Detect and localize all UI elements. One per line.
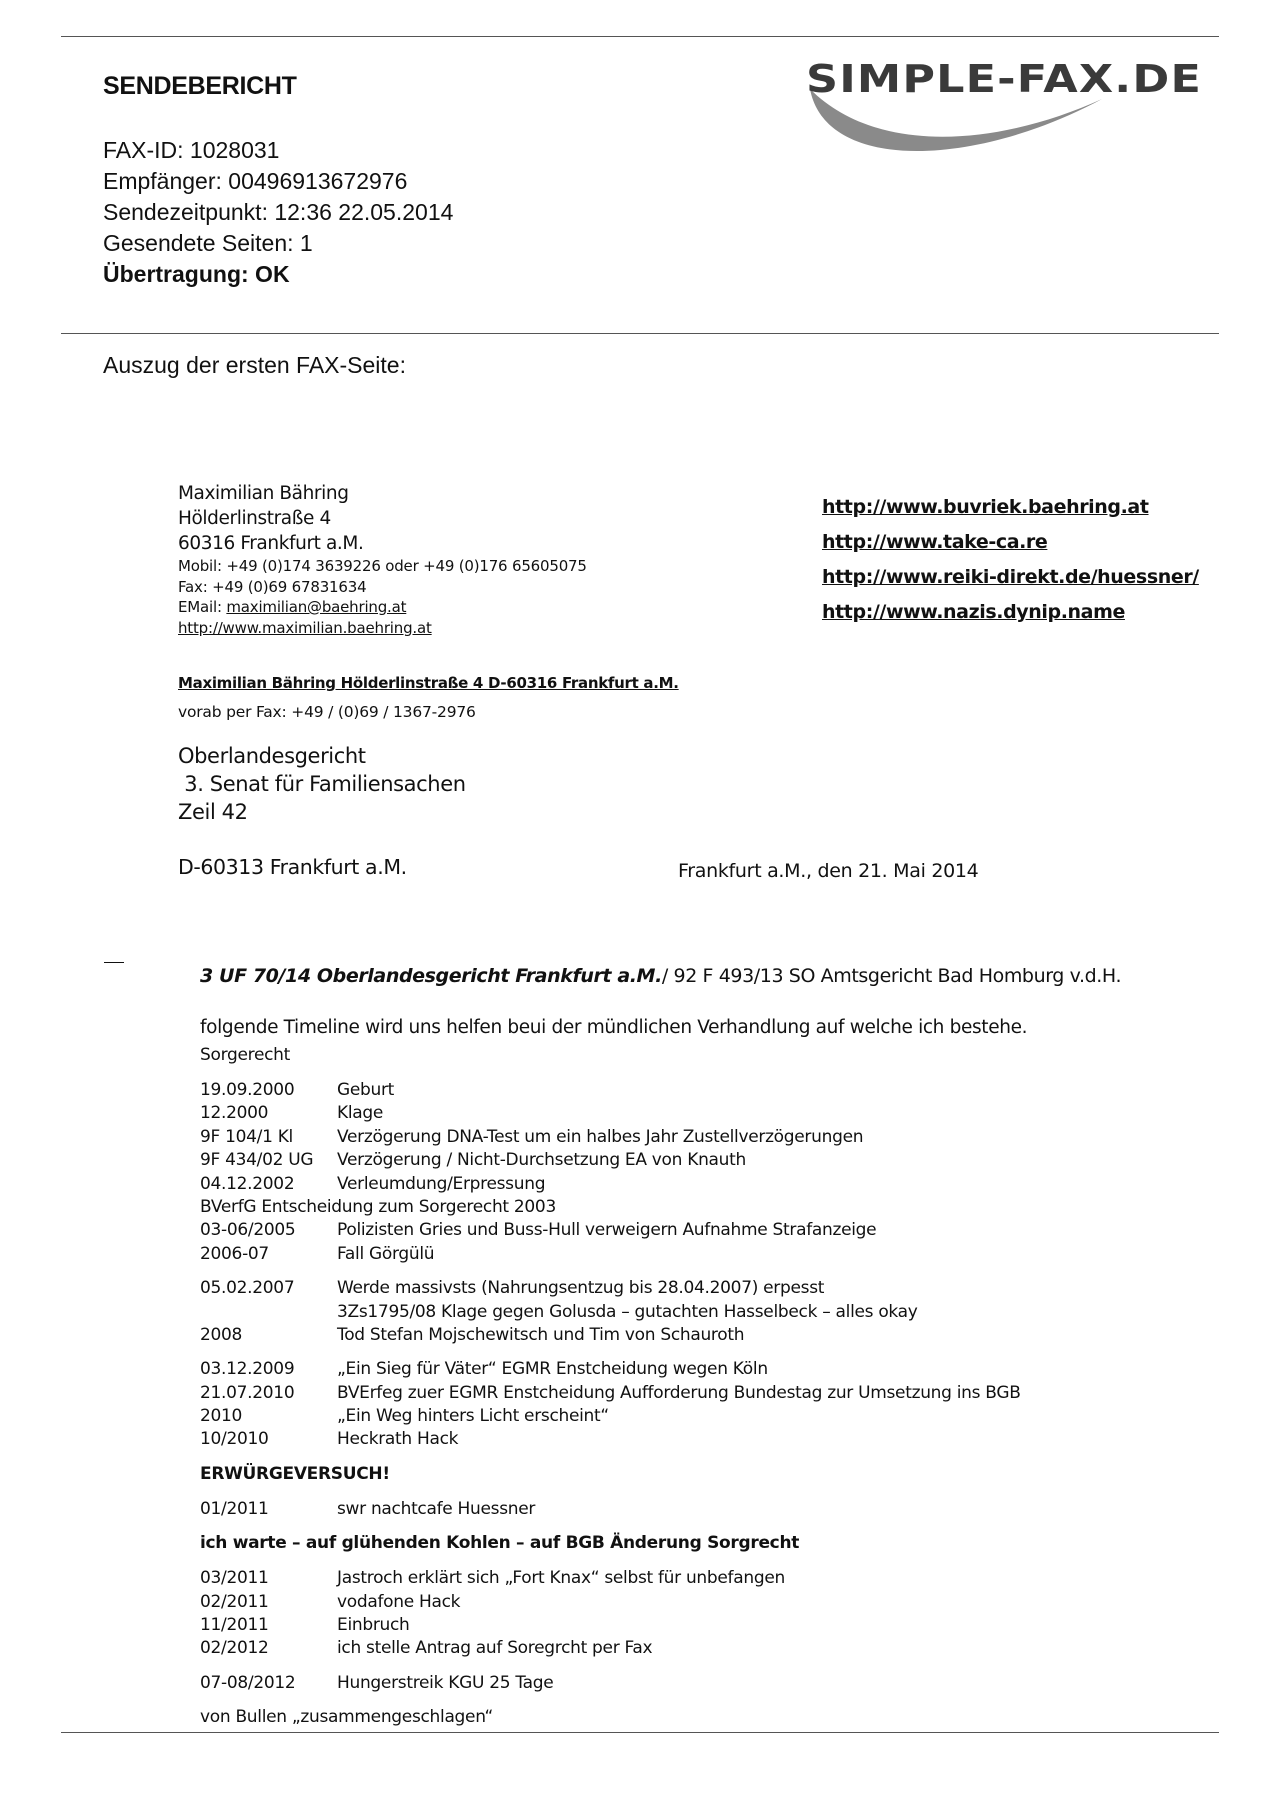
timeline-row	[200, 1079, 1200, 1102]
timeline-event: Verzögerung / Nicht-Durchsetzung EA von Knauth	[337, 1150, 746, 1171]
timeline-row	[200, 1591, 1200, 1614]
timeline-date: 9F 104/1 Kl	[200, 1126, 293, 1147]
timeline-row	[200, 1614, 1200, 1637]
timeline-row	[200, 1405, 1200, 1428]
timeline-row	[200, 1428, 1200, 1451]
link-reiki-direkt[interactable]: http://www.reiki-direkt.de/huessner/	[822, 566, 1199, 588]
recipient-city: D-60313 Frankfurt a.M.	[178, 855, 407, 879]
timeline-row	[200, 1219, 1200, 1242]
vorab-fax-line: vorab per Fax: +49 / (0)69 / 1367-2976	[178, 703, 476, 721]
transmission-status: Übertragung: OK	[103, 261, 290, 287]
timeline-heading: Sorgerecht	[200, 1045, 290, 1065]
timeline-date: 2008	[200, 1324, 243, 1345]
timeline-date: 07-08/2012	[200, 1672, 296, 1693]
timeline-date: 03/2011	[200, 1568, 269, 1589]
recipient-number: Empfänger: 00496913672976	[103, 168, 408, 194]
timeline-row	[200, 1126, 1200, 1149]
timeline-date: 9F 434/02 UG	[200, 1150, 314, 1171]
timeline-event: Verzögerung DNA-Test um ein halbes Jahr Zustellverzögerungen	[337, 1126, 864, 1147]
timeline-event: 3Zs1795/08 Klage gegen Golusda – gutachten Hasselbeck – alles okay	[337, 1301, 918, 1322]
sender-email-link[interactable]: maximilian@baehring.at	[226, 598, 407, 616]
timeline-group	[200, 1567, 1200, 1661]
timeline-event: Geburt	[337, 1080, 395, 1100]
link-buvriek[interactable]: http://www.buvriek.baehring.at	[822, 496, 1149, 518]
timeline-group	[200, 1672, 1200, 1695]
timeline-event: BVErfeg zuer EGMR Enstcheidung Aufforderung Bundestag zur Umsetzung ins BGB	[337, 1382, 1021, 1403]
timeline-event: „Ein Sieg für Väter“ EGMR Enstcheidung wegen Köln	[337, 1359, 768, 1380]
sender-email-label: EMail:	[178, 598, 227, 616]
sender-web-line	[178, 618, 587, 639]
timeline-row	[200, 1358, 1200, 1381]
timeline-row	[200, 1277, 1200, 1300]
pages-sent: Gesendete Seiten: 1	[103, 230, 313, 256]
subject-rest: / 92 F 493/13 SO Amtsgericht Bad Homburg v.d.H.	[661, 965, 1122, 987]
heading-erwuergeversuch: ERWÜRGEVERSUCH!	[200, 1463, 390, 1484]
sender-block	[178, 481, 587, 638]
timeline-date: 02/2012	[200, 1638, 269, 1659]
timeline-date: 21.07.2010	[200, 1382, 295, 1403]
timeline-date: 12.2000	[200, 1103, 269, 1124]
logo-text: SIMPLE-FAX.DE	[806, 57, 1202, 101]
timeline	[200, 1044, 1200, 1741]
timeline-event: Fall Görgülü	[337, 1243, 435, 1264]
timeline-row	[200, 1243, 1200, 1266]
return-address: Maximilian Bähring Hölderlinstraße 4 D-60316 Frankfurt a.M.	[178, 674, 679, 692]
timeline-group	[200, 1079, 1200, 1266]
heading-waiting: ich warte – auf glühenden Kohlen – auf BGB Änderung Sorgrecht	[200, 1533, 800, 1554]
timeline-event: ich stelle Antrag auf Soregrcht per Fax	[337, 1638, 653, 1659]
timeline-row	[200, 1196, 1200, 1219]
sender-city: 60316 Frankfurt a.M.	[178, 533, 364, 554]
timeline-row	[200, 1102, 1200, 1125]
timeline-row	[200, 1173, 1200, 1196]
recipient-line: Zeil 42	[178, 800, 248, 824]
timeline-event: Jastroch erklärt sich „Fort Knax“ selbst für unbefangen	[337, 1568, 785, 1589]
timeline-date: 01/2011	[200, 1498, 269, 1519]
timeline-groups-2011	[200, 1498, 1200, 1521]
timeline-row	[200, 1567, 1200, 1590]
sender-web-link[interactable]: http://www.maximilian.baehring.at	[178, 618, 432, 637]
timeline-date: 2006-07	[200, 1243, 269, 1264]
timeline-date: BVerfG Entscheidung zum Sorgerecht 2003	[200, 1196, 556, 1217]
timeline-event: Einbruch	[337, 1615, 410, 1636]
fax-id: FAX-ID: 1028031	[103, 137, 280, 163]
link-nazis-dynip[interactable]: http://www.nazis.dynip.name	[822, 601, 1125, 623]
intro-sentence: folgende Timeline wird uns helfen beui der mündlichen Verhandlung auf welche ich bestehe.	[200, 1017, 1028, 1038]
timeline-event: Polizisten Gries und Buss-Hull verweigern Aufnahme Strafanzeige	[337, 1220, 877, 1241]
timeline-date: 04.12.2002	[200, 1173, 295, 1194]
subject-line	[200, 965, 1121, 987]
date-line: Frankfurt a.M., den 21. Mai 2014	[678, 860, 979, 882]
timeline-event: Verleumdung/Erpressung	[337, 1173, 546, 1194]
timeline-date	[200, 1301, 337, 1324]
heading-bullen: von Bullen „zusammengeschlagen“	[200, 1707, 493, 1728]
timeline-event: Klage	[337, 1103, 384, 1124]
timeline-group	[200, 1277, 1200, 1347]
timeline-row	[200, 1149, 1200, 1172]
timeline-event: swr nachtcafe Huessner	[337, 1498, 536, 1519]
simple-fax-logo	[806, 55, 1206, 155]
timeline-date: 19.09.2000	[200, 1080, 295, 1100]
link-take-care[interactable]: http://www.take-ca.re	[822, 531, 1048, 553]
sent-time: Sendezeitpunkt: 12:36 22.05.2014	[103, 199, 454, 225]
report-title: SENDEBERICHT	[103, 72, 297, 100]
subject-case-number: 3 UF 70/14 Oberlandesgericht Frankfurt a.M.	[200, 965, 662, 987]
timeline-event: vodafone Hack	[337, 1591, 461, 1612]
timeline-event: Werde massivsts (Nahrungsentzug bis 28.04.2007) erpesst	[337, 1278, 825, 1299]
top-rule	[61, 36, 1219, 37]
report-details	[103, 135, 453, 290]
recipient-line: 3. Senat für Familiensachen	[178, 772, 466, 796]
sender-street: Hölderlinstraße 4	[178, 508, 331, 529]
timeline-row	[200, 1382, 1200, 1405]
timeline-row	[200, 1637, 1200, 1660]
excerpt-label: Auszug der ersten FAX-Seite:	[103, 352, 406, 378]
timeline-groups-sorgerecht	[200, 1079, 1200, 1452]
timeline-groups-2011-2012	[200, 1567, 1200, 1695]
timeline-row	[200, 1498, 1200, 1521]
recipient-address	[178, 742, 466, 826]
timeline-date: 02/2011	[200, 1591, 269, 1612]
timeline-group	[200, 1358, 1200, 1452]
sender-email-line	[178, 597, 587, 618]
timeline-date: 10/2010	[200, 1429, 269, 1450]
timeline-date: 05.02.2007	[200, 1278, 295, 1299]
timeline-row	[200, 1301, 1200, 1324]
timeline-date: 11/2011	[200, 1615, 269, 1636]
timeline-event: Hungerstreik KGU 25 Tage	[337, 1672, 554, 1693]
sender-fax: Fax: +49 (0)69 67831634	[178, 577, 367, 596]
bottom-rule	[61, 1732, 1219, 1813]
sender-mobile: Mobil: +49 (0)174 3639226 oder +49 (0)176 65605075	[178, 557, 587, 575]
link-list	[822, 490, 1199, 630]
recipient-line: Oberlandesgericht	[178, 744, 366, 768]
timeline-event: Heckrath Hack	[337, 1429, 459, 1450]
timeline-row	[200, 1324, 1200, 1347]
timeline-event: „Ein Weg hinters Licht erscheint“	[337, 1406, 609, 1427]
timeline-row	[200, 1672, 1200, 1695]
timeline-group	[200, 1498, 1200, 1521]
timeline-event: Tod Stefan Mojschewitsch und Tim von Schauroth	[337, 1324, 745, 1345]
timeline-date: 2010	[200, 1406, 243, 1427]
header-bottom-rule	[61, 333, 1219, 334]
sender-name: Maximilian Bähring	[178, 483, 349, 504]
timeline-date: 03.12.2009	[200, 1359, 295, 1380]
fold-mark	[104, 962, 124, 963]
timeline-date: 03-06/2005	[200, 1220, 296, 1241]
